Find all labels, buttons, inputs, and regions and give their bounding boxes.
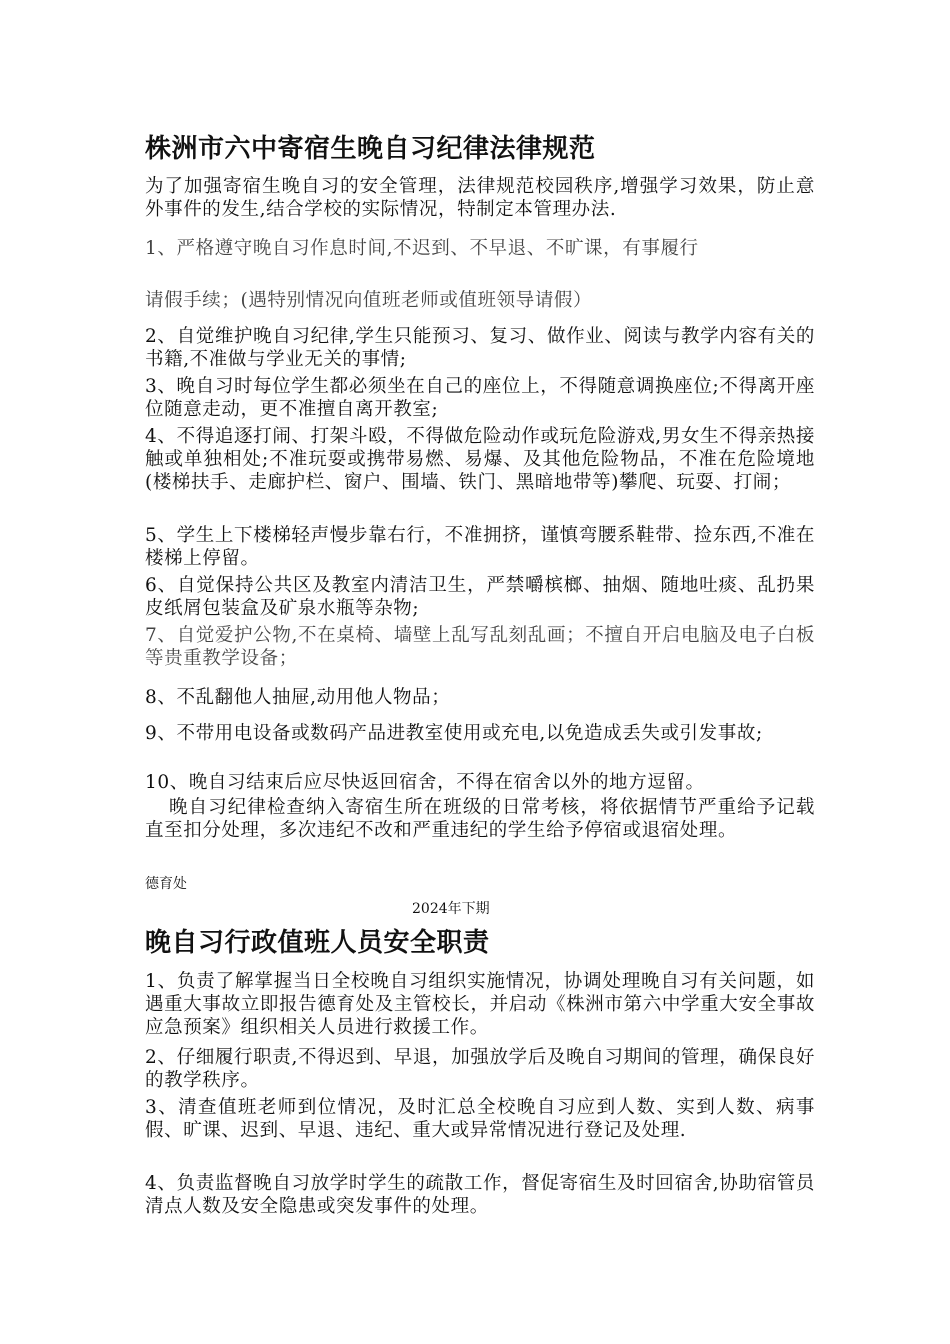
intro-paragraph: 为了加强寄宿生晚自习的安全管理，法律规范校园秩序,增强学习效果，防止意外事件的发生,结合学校的实际情况，特制定本管理办法. xyxy=(145,176,815,220)
rule-7: 7、自觉爱护公物,不在桌椅、墙壁上乱写乱刻乱画；不擅自开启电脑及电子白板等贵重教学设备； xyxy=(145,625,815,669)
document-date: 2024年下期 xyxy=(412,901,490,917)
rule-4: 4、不得追逐打闹、打架斗殴，不得做危险动作或玩危险游戏,男女生不得亲热接触或单独相处;不准玩耍或携带易燃、易爆、及其他危险物品，不准在危险境地(楼梯扶手、走廊护栏、窗户、围墙、铁门、黑暗地带等)攀爬、玩耍、打闹； xyxy=(145,426,815,493)
rule-1-line-2: 请假手续；(遇特别情况向值班老师或值班领导请假） xyxy=(145,290,593,311)
rule-10: 10、晚自习结束后应尽快返回宿舍，不得在宿舍以外的地方逗留。 xyxy=(145,772,705,793)
rule-3: 3、晚自习时每位学生都必须坐在自己的座位上，不得随意调换座位;不得离开座位随意走动，更不准擅自离开教室; xyxy=(145,376,815,420)
signature-department: 德育处 xyxy=(145,876,187,892)
duty-3: 3、清查值班老师到位情况，及时汇总全校晚自习应到人数、实到人数、病事假、旷课、迟到、早退、违纪、重大或异常情况进行登记及处理. xyxy=(145,1097,815,1141)
rule-5: 5、学生上下楼梯轻声慢步靠右行，不准拥挤，谨慎弯腰系鞋带、捡东西,不准在楼梯上停留。 xyxy=(145,525,815,569)
duty-1: 1、负责了解掌握当日全校晚自习组织实施情况，协调处理晚自习有关问题，如遇重大事故立即报告德育处及主管校长，并启动《株洲市第六中学重大安全事故应急预案》组织相关人员进行救援工作。 xyxy=(145,971,815,1038)
section-title-duties: 晚自习行政值班人员安全职责 xyxy=(145,928,490,958)
document-title: 株洲市六中寄宿生晚自习纪律法律规范 xyxy=(145,134,596,164)
duty-2: 2、仔细履行职责,不得迟到、早退，加强放学后及晚自习期间的管理，确保良好的教学秩序。 xyxy=(145,1047,815,1091)
closing-paragraph: 晚自习纪律检查纳入寄宿生所在班级的日常考核，将依据情节严重给予记载直至扣分处理，多次违纪不改和严重违纪的学生给予停宿或退宿处理。 xyxy=(145,797,815,841)
rule-9: 9、不带用电设备或数码产品进教室使用或充电,以免造成丢失或引发事故; xyxy=(145,723,763,744)
rule-2: 2、自觉维护晚自习纪律,学生只能预习、复习、做作业、阅读与教学内容有关的书籍,不准做与学业无关的事情; xyxy=(145,326,815,370)
rule-6: 6、自觉保持公共区及教室内清洁卫生，严禁嚼槟榔、抽烟、随地吐痰、乱扔果皮纸屑包装盒及矿泉水瓶等杂物; xyxy=(145,575,815,619)
duty-4: 4、负责监督晚自习放学时学生的疏散工作，督促寄宿生及时回宿舍,协助宿管员清点人数及安全隐患或突发事件的处理。 xyxy=(145,1173,815,1217)
rule-8: 8、不乱翻他人抽屉,动用他人物品； xyxy=(145,687,451,708)
rule-1-line-1: 1、严格遵守晚自习作息时间,不迟到、不早退、不旷课，有事履行 xyxy=(145,238,699,259)
